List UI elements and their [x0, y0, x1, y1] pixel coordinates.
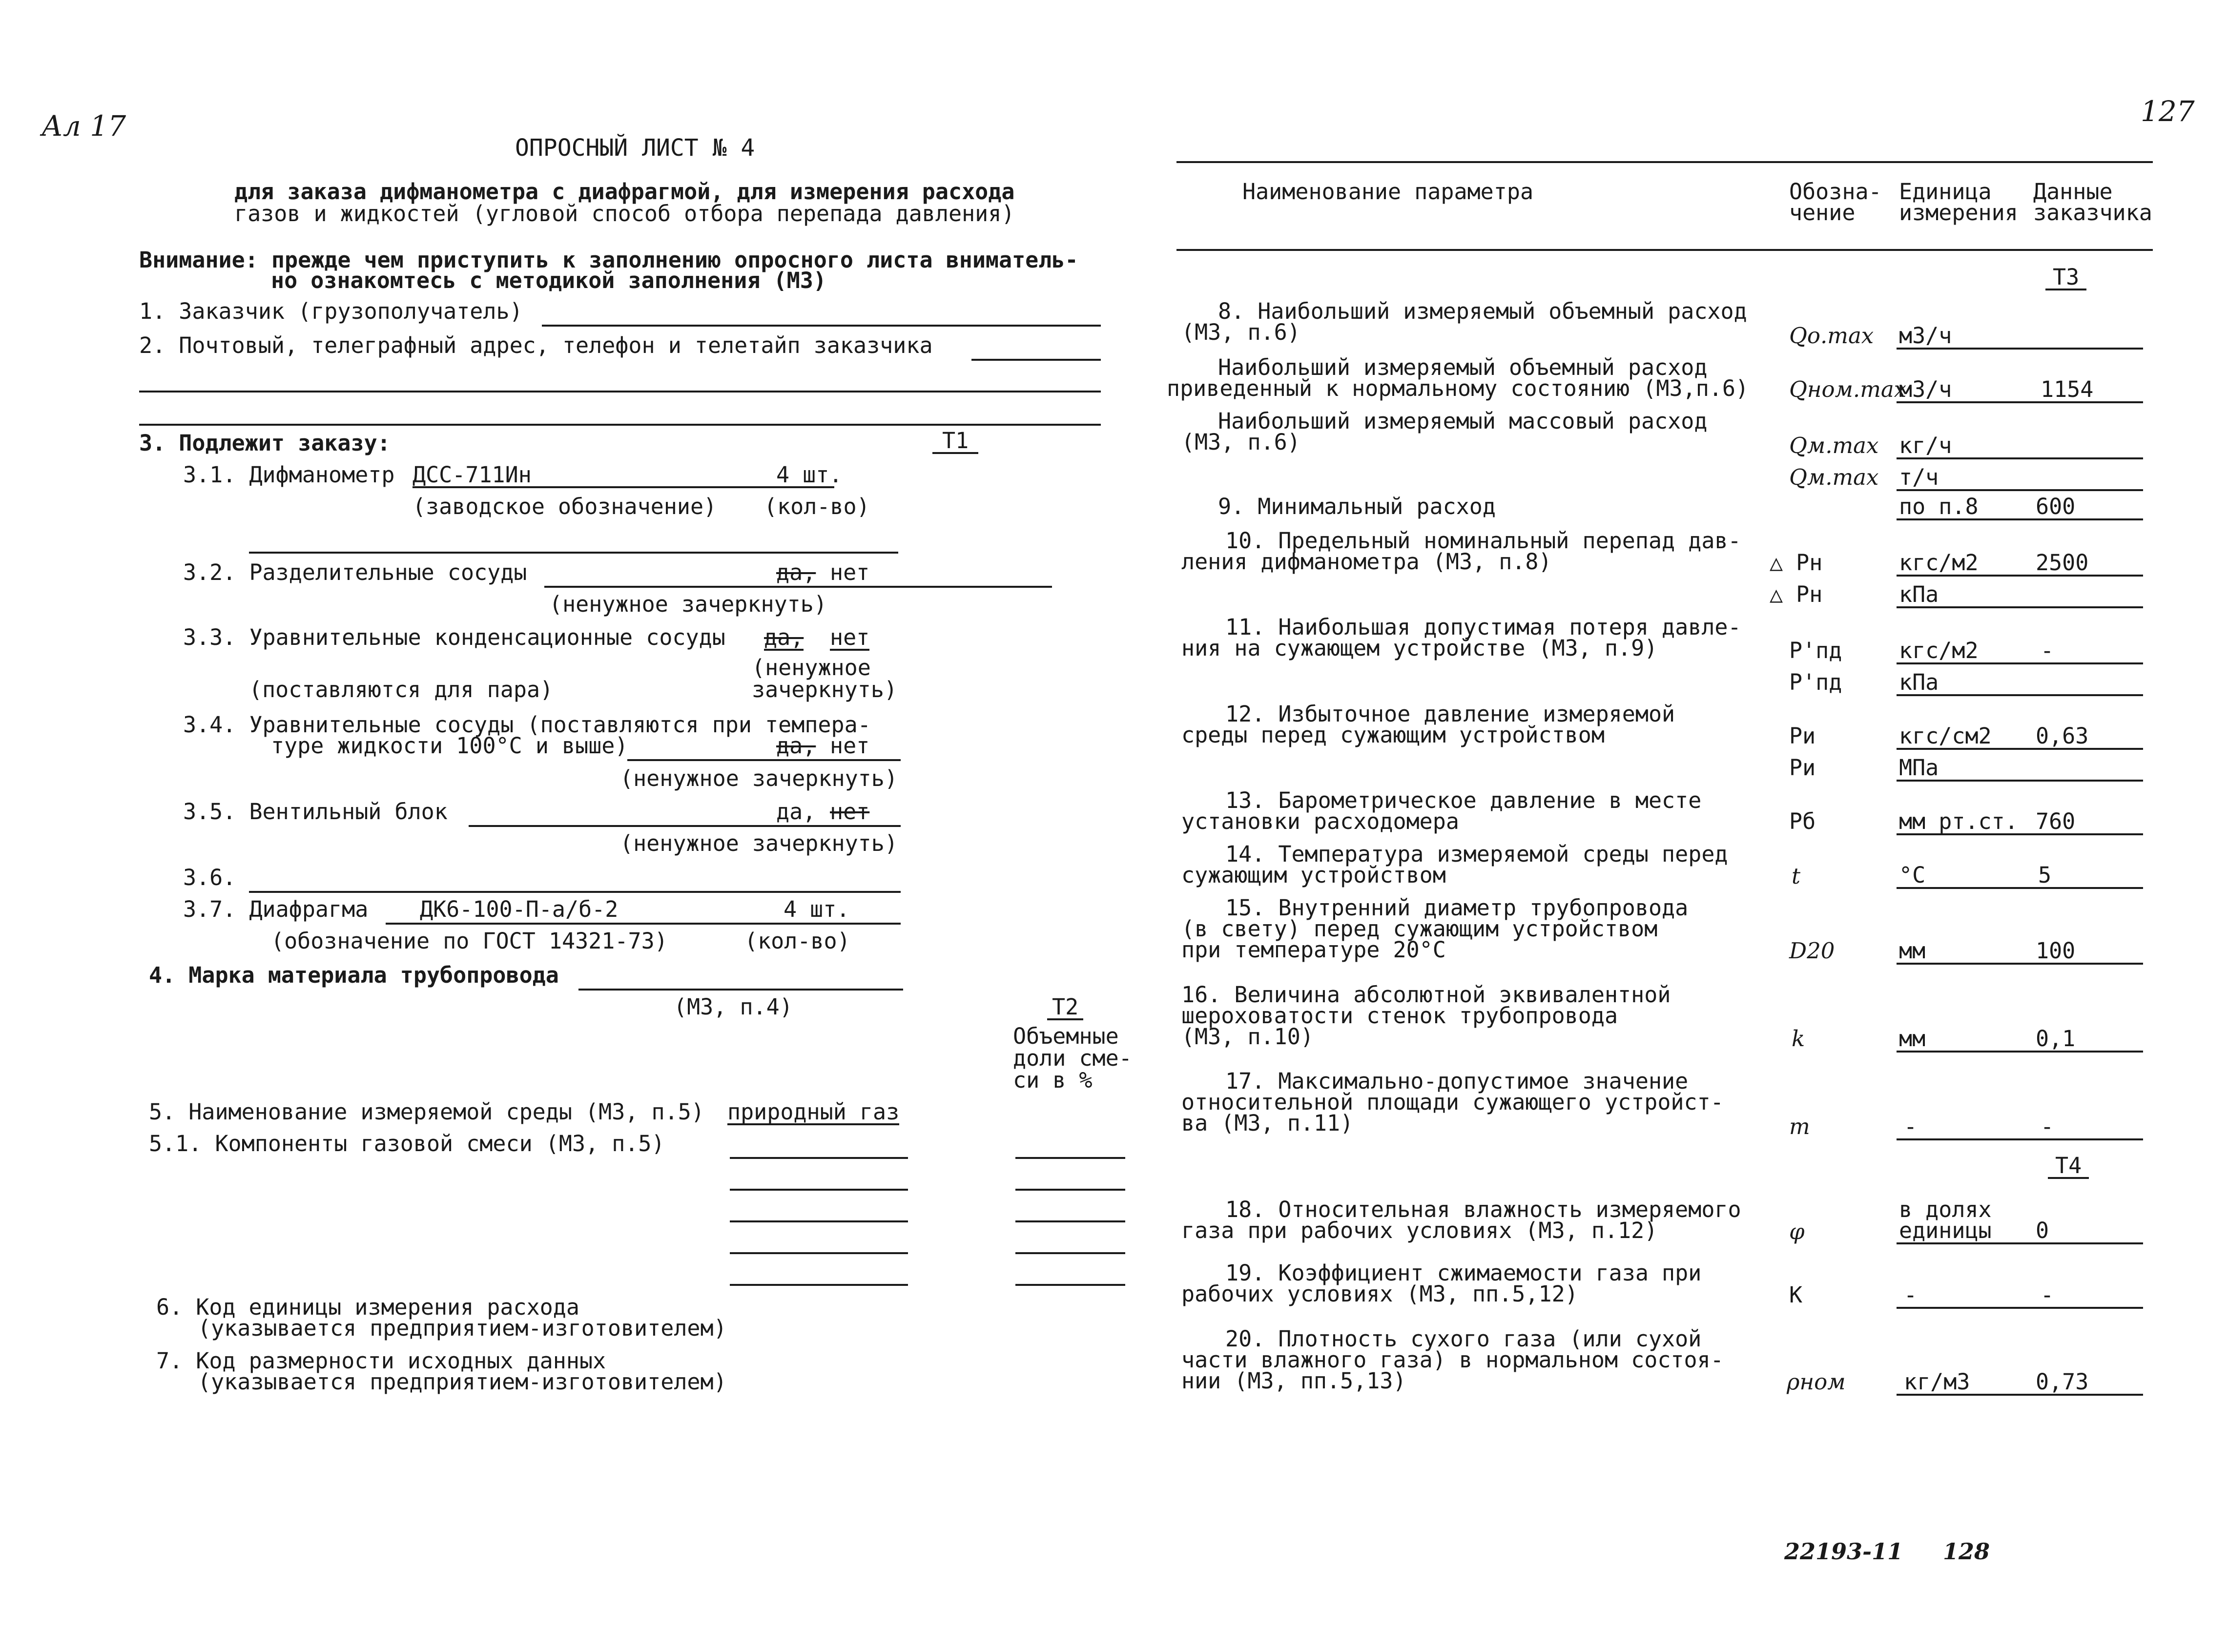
- row-11b-symbol: Р'пд: [1789, 669, 1842, 695]
- fraction-field-1[interactable]: [1015, 1157, 1125, 1159]
- notice-line-2: но ознакомтесь с методикой заполнения (МЗ): [271, 268, 826, 293]
- item-3-2-option-no: нет: [830, 559, 870, 585]
- row-13-label-2: установки расходомера: [1181, 808, 1459, 834]
- table-marker-t2: Т2: [1047, 996, 1083, 1020]
- row-14-label-1: 14. Температура измеряемой среды перед: [1225, 841, 1728, 867]
- item-4-ref: (МЗ, п.4): [674, 994, 793, 1020]
- item-3-3-option-yes: да,: [764, 624, 804, 650]
- table-marker-t1: Т1: [932, 430, 978, 454]
- row-10-value: 2500: [2036, 550, 2089, 576]
- item-6-label-1: 6. Код единицы измерения расхода: [156, 1294, 579, 1320]
- item-3-2-option-yes: да,: [776, 559, 816, 585]
- header-unit-2: измерения: [1899, 200, 2018, 226]
- row-17-symbol: m: [1789, 1114, 1810, 1139]
- row-14-label-2: сужающим устройством: [1181, 862, 1446, 888]
- item-5-label: 5. Наименование измеряемой среды (МЗ, п.5): [149, 1099, 704, 1125]
- page-title: ОПРОСНЫЙ ЛИСТ № 4: [515, 134, 755, 162]
- row-10b-field[interactable]: [1897, 606, 2143, 608]
- header-symbol-1: Обозна-: [1789, 179, 1882, 205]
- row-10-label-2: ления дифманометра (МЗ, п.8): [1181, 549, 1552, 575]
- row-19-value: -: [2041, 1282, 2054, 1308]
- item-3-4-field[interactable]: [627, 759, 901, 761]
- item-3-3-note-2: зачеркнуть): [752, 677, 898, 702]
- row-8c-unit: кг/ч: [1899, 433, 1952, 458]
- row-19-label-1: 19. Коэффициент сжимаемости газа при: [1225, 1260, 1702, 1286]
- row-11-value: -: [2041, 638, 2054, 663]
- row-20-symbol: ρном: [1787, 1369, 1846, 1395]
- fraction-field-4[interactable]: [1015, 1252, 1125, 1254]
- row-13-unit: мм рт.ст.: [1899, 808, 2018, 834]
- row-12-unit: кгс/см2: [1899, 723, 1992, 749]
- row-17-unit: -: [1904, 1114, 1918, 1139]
- row-20-label-2: части влажного газа) в нормальном состоя-: [1181, 1347, 1724, 1373]
- item-3-6-label: 3.6.: [183, 865, 236, 890]
- item-3-4-option-no: нет: [830, 733, 870, 759]
- item-3-5-label: 3.5. Вентильный блок: [183, 799, 448, 825]
- item-3-3-steam: (поставляются для пара): [249, 677, 554, 702]
- item-3-7-value: ДК6-100-П-а/б-2: [420, 896, 619, 922]
- row-19-unit: -: [1904, 1282, 1918, 1308]
- item-3-1-value: ДСС-711Ин: [413, 464, 834, 488]
- item-3-1-label: 3.1. Дифманометр: [183, 462, 395, 488]
- item-2-field[interactable]: [971, 359, 1101, 361]
- row-12b-field[interactable]: [1897, 780, 2143, 782]
- row-17-label-3: ва (МЗ, п.11): [1181, 1110, 1354, 1136]
- item-3-6-field[interactable]: [249, 891, 901, 893]
- row-12-symbol: Ри: [1789, 723, 1816, 749]
- volume-header-2: доли сме-: [1013, 1045, 1132, 1071]
- row-11-label-1: 11. Наибольшая допустимая потеря давле-: [1225, 614, 1741, 640]
- row-8b-field[interactable]: [1897, 401, 2143, 403]
- row-8-unit: м3/ч: [1899, 323, 1952, 349]
- row-12-value: 0,63: [2036, 723, 2089, 749]
- row-18-label-1: 18. Относительная влажность измеряемого: [1225, 1197, 1741, 1222]
- item-3-4-label-2: туре жидкости 100°С и выше): [271, 733, 628, 759]
- row-10-symbol: △ Рн: [1770, 550, 1823, 576]
- row-16-label-3: (МЗ, п.10): [1181, 1024, 1314, 1050]
- table-top-rule: [1176, 161, 2153, 163]
- item-3-2-label: 3.2. Разделительные сосуды: [183, 559, 527, 585]
- row-10-unit: кгс/м2: [1899, 550, 1979, 576]
- fraction-field-3[interactable]: [1015, 1220, 1125, 1222]
- row-17-field[interactable]: [1897, 1138, 2143, 1140]
- row-15-label-3: при температуре 20°С: [1181, 937, 1446, 963]
- row-12-label-2: среды перед сужающим устройством: [1181, 722, 1605, 748]
- item-3-7-qty: 4 шт.: [784, 896, 850, 922]
- row-16-label-1: 16. Величина абсолютной эквивалентной: [1181, 982, 1671, 1008]
- row-17-value: -: [2041, 1114, 2054, 1139]
- row-11-field[interactable]: [1897, 662, 2143, 664]
- item-3-1-qty: 4 шт.: [776, 462, 843, 488]
- row-8c-field[interactable]: [1897, 457, 2143, 459]
- row-12b-symbol: Ри: [1789, 755, 1816, 781]
- item-2-field-line-2[interactable]: [139, 391, 1101, 392]
- notice-line-1: Внимание: прежде чем приступить к заполнению опросного листа вниматель-: [139, 247, 1078, 273]
- row-8b-label-1: Наибольший измеряемый объемный расход: [1218, 354, 1708, 380]
- row-16-value: 0,1: [2036, 1026, 2076, 1052]
- row-15-label-1: 15. Внутренний диаметр трубопровода: [1225, 895, 1689, 921]
- row-18-unit-2: единицы: [1899, 1218, 1992, 1243]
- table-marker-t3: Т3: [2045, 266, 2086, 290]
- volume-header-1: Объемные: [1013, 1023, 1119, 1049]
- row-18-unit-1: в долях: [1899, 1197, 1992, 1222]
- row-20-unit: кг/м3: [1904, 1369, 1970, 1395]
- subtitle-line-2: газов и жидкостей (угловой способ отбора перепада давления): [234, 201, 1015, 227]
- row-13-field[interactable]: [1897, 833, 2143, 835]
- row-8b-label-2: приведенный к нормальному состоянию (МЗ,п.6): [1167, 375, 1749, 401]
- item-3-5-option-yes: да,: [776, 799, 816, 825]
- row-16-unit: мм: [1899, 1026, 1926, 1052]
- row-17-label-2: относительной площади сужающего устройст-: [1181, 1089, 1724, 1115]
- item-3-5-field[interactable]: [469, 825, 901, 827]
- item-1-field[interactable]: [542, 325, 1101, 327]
- row-8d-unit: т/ч: [1899, 464, 1939, 490]
- row-15-symbol: D20: [1789, 938, 1835, 964]
- item-3-3-note-1: (ненужное: [752, 655, 871, 681]
- table-marker-t4: Т4: [2048, 1155, 2089, 1179]
- row-9-unit: по п.8: [1899, 494, 1979, 519]
- footer-page-number: 128: [1943, 1538, 1990, 1565]
- item-2-field-line-3[interactable]: [139, 424, 1101, 426]
- item-3-2-note: (ненужное зачеркнуть): [549, 591, 827, 617]
- row-16-symbol: k: [1792, 1026, 1805, 1052]
- component-field-3[interactable]: [730, 1220, 908, 1222]
- row-8b-value: 1154: [2041, 376, 2094, 402]
- row-20-label-3: нии (МЗ, пп.5,13): [1181, 1368, 1406, 1394]
- page-number-top: 127: [2141, 95, 2195, 128]
- header-parameter: Наименование параметра: [1242, 179, 1534, 205]
- row-14-symbol: t: [1792, 863, 1801, 889]
- row-12b-unit: МПа: [1899, 755, 1939, 781]
- row-16-label-2: шероховатости стенок трубопровода: [1181, 1003, 1618, 1029]
- item-3-7-note-b: (кол-во): [744, 928, 850, 954]
- row-11-symbol: Р'пд: [1789, 638, 1842, 663]
- row-18-value: 0: [2036, 1218, 2049, 1243]
- row-11-unit: кгс/м2: [1899, 638, 1979, 663]
- row-8c-symbol: Qм.max: [1789, 433, 1879, 458]
- item-3-7-field[interactable]: [386, 923, 901, 925]
- row-18-symbol: φ: [1789, 1218, 1805, 1244]
- item-3-2-field[interactable]: [544, 586, 1052, 588]
- item-3-3-label: 3.3. Уравнительные конденсационные сосуды: [183, 624, 725, 650]
- item-3-1-note-a: (заводское обозначение): [413, 494, 717, 519]
- corner-left-mark: Ал 17: [41, 109, 126, 143]
- row-13-symbol: Рб: [1789, 808, 1816, 834]
- header-data-1: Данные: [2033, 179, 2113, 205]
- row-10-field[interactable]: [1897, 575, 2143, 577]
- row-9-field[interactable]: [1897, 518, 2143, 520]
- row-18-field[interactable]: [1897, 1242, 2143, 1244]
- item-3-4-label-1: 3.4. Уравнительные сосуды (поставляются при темпера-: [183, 712, 871, 738]
- row-19-symbol: К: [1789, 1282, 1803, 1308]
- row-8-field[interactable]: [1897, 348, 2143, 350]
- item-5-1-label: 5.1. Компоненты газовой смеси (МЗ, п.5): [149, 1131, 665, 1156]
- row-10-label-1: 10. Предельный номинальный перепад дав-: [1225, 528, 1741, 554]
- row-11b-field[interactable]: [1897, 694, 2143, 696]
- row-8b-unit: м3/ч: [1899, 376, 1952, 402]
- item-3-4-note: (ненужное зачеркнуть): [620, 765, 898, 791]
- item-4-label: 4. Марка материала трубопровода: [149, 962, 559, 988]
- item-3-label: 3. Подлежит заказу:: [139, 430, 391, 456]
- volume-header-3: си в %: [1013, 1067, 1093, 1093]
- row-17-label-1: 17. Максимально-допустимое значение: [1225, 1068, 1689, 1094]
- item-4-field[interactable]: [578, 989, 903, 991]
- header-symbol-2: чение: [1789, 200, 1856, 226]
- row-9-label: 9. Минимальный расход: [1218, 494, 1496, 519]
- item-3-5-note: (ненужное зачеркнуть): [620, 830, 898, 856]
- row-8b-symbol: Qном.max: [1789, 376, 1907, 402]
- component-field-4[interactable]: [730, 1252, 908, 1254]
- item-3-3-option-no: нет: [830, 624, 870, 650]
- row-10b-unit: кПа: [1899, 581, 1939, 607]
- fraction-field-2[interactable]: [1015, 1189, 1125, 1191]
- footer-code: 22193-11: [1784, 1538, 1903, 1565]
- component-field-1[interactable]: [730, 1157, 908, 1159]
- component-field-2[interactable]: [730, 1189, 908, 1191]
- row-16-field[interactable]: [1897, 1051, 2143, 1053]
- item-6-label-2: (указывается предприятием-изготовителем): [198, 1315, 727, 1341]
- row-15-value: 100: [2036, 938, 2076, 964]
- row-20-field[interactable]: [1897, 1394, 2143, 1396]
- row-12-label-1: 12. Избыточное давление измеряемой: [1225, 701, 1675, 727]
- item-3-1-note-b: (кол-во): [764, 494, 870, 519]
- item-3-7-label: 3.7. Диафрагма: [183, 896, 369, 922]
- row-20-value: 0,73: [2036, 1369, 2089, 1395]
- row-8-symbol: Qо.max: [1789, 323, 1874, 349]
- subtitle-line-1: для заказа дифманометра с диафрагмой, для измерения расхода: [234, 179, 1015, 205]
- item-3-7-note-a: (обозначение по ГОСТ 14321-73): [271, 928, 668, 954]
- item-3-4-option-yes: да,: [776, 733, 816, 759]
- item-2-label: 2. Почтовый, телеграфный адрес, телефон и телетайп заказчика: [139, 332, 933, 358]
- row-11b-unit: кПа: [1899, 669, 1939, 695]
- table-header-rule: [1176, 249, 2153, 251]
- item-3-1-extra-line[interactable]: [249, 552, 898, 554]
- row-14-field[interactable]: [1897, 887, 2143, 889]
- row-8c-label-1: Наибольший измеряемый массовый расход: [1218, 408, 1708, 434]
- row-19-field[interactable]: [1897, 1307, 2143, 1309]
- row-8c-label-2: (МЗ, п.6): [1181, 429, 1300, 455]
- item-3-5-option-no: нет: [830, 799, 870, 825]
- row-14-unit: °С: [1899, 862, 1926, 888]
- row-8d-symbol: Qм.max: [1789, 464, 1879, 490]
- row-18-label-2: газа при рабочих условиях (МЗ, п.12): [1181, 1218, 1658, 1243]
- row-20-label-1: 20. Плотность сухого газа (или сухой: [1225, 1326, 1702, 1352]
- header-data-2: заказчика: [2033, 200, 2152, 226]
- row-13-value: 760: [2036, 808, 2076, 834]
- row-8d-field[interactable]: [1897, 489, 2143, 491]
- row-15-label-2: (в свету) перед сужающим устройством: [1181, 916, 1658, 942]
- row-10b-symbol: △ Рн: [1770, 581, 1823, 607]
- row-14-value: 5: [2038, 862, 2052, 888]
- row-11-label-2: ния на сужающем устройстве (МЗ, п.9): [1181, 635, 1658, 661]
- item-7-label-2: (указывается предприятием-изготовителем): [198, 1369, 727, 1395]
- item-1-label: 1. Заказчик (грузополучатель): [139, 298, 523, 324]
- fraction-field-5[interactable]: [1015, 1284, 1125, 1286]
- row-15-unit: мм: [1899, 938, 1926, 964]
- row-15-field[interactable]: [1897, 963, 2143, 965]
- item-5-value: природный газ: [727, 1099, 900, 1125]
- component-field-5[interactable]: [730, 1284, 908, 1286]
- item-7-label-1: 7. Код размерности исходных данных: [156, 1348, 606, 1374]
- row-12-field[interactable]: [1897, 748, 2143, 750]
- row-9-value: 600: [2036, 494, 2076, 519]
- row-8-label-1: 8. Наибольший измеряемый объемный расход: [1218, 298, 1747, 324]
- row-8-label-2: (МЗ, п.6): [1181, 319, 1300, 345]
- row-19-label-2: рабочих условиях (МЗ, пп.5,12): [1181, 1281, 1578, 1307]
- header-unit-1: Единица: [1899, 179, 1992, 205]
- row-13-label-1: 13. Барометрическое давление в месте: [1225, 787, 1702, 813]
